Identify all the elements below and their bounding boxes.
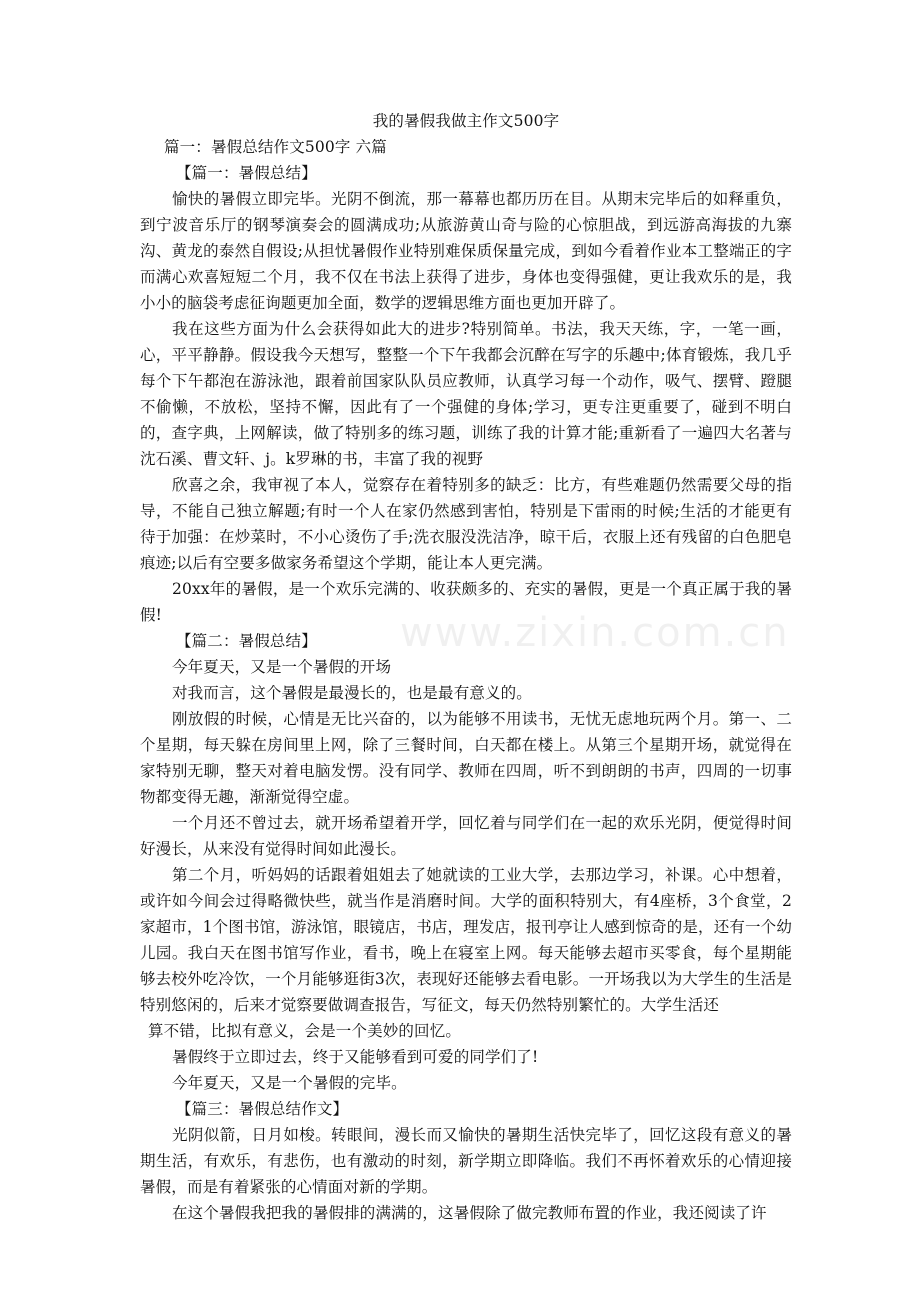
paragraph: 暑假终于立即过去，终于又能够看到可爱的同学们了! [172, 1048, 539, 1066]
paragraph: 第二个月，听妈妈的话跟着姐姐去了她就读的工业大学，去那边学习，补课。心中想着，或许如今间会过得略微快些，就当作是消磨时间。大学的面积特别大，有4座桥，3个食堂，2家超市，1个图书馆，游泳馆，眼镜店，书店，理发店，报刊亭让人感到惊奇的是，还有一个幼儿园。我白天在图书馆写作业，看书，晚上在寝室上网。每天能够去超市买零食，每个星期能够去校外吃冷饮，一个月能够逛街3次，表现好还能够去看电影。一开场我以为大学生的生活是特别悠闲的，后来才觉察要做调查报告，写征文，每天仍然特别繁忙的。大学生活还 [140, 866, 792, 1014]
paragraph: 对我而言，这个暑假是最漫长的，也是最有意义的。 [172, 684, 532, 702]
section-heading-1: 【篇一：暑假总结】 [176, 164, 317, 182]
paragraph: 今年夏天，又是一个暑假的完毕。 [172, 1074, 407, 1092]
paragraph: 一个月还不曾过去，就开场希望着开学，回忆着与同学们在一起的欢乐光阴，便觉得时间好漫长，从来没有觉得时间如此漫长。 [140, 814, 792, 858]
document-subtitle: 篇一：暑假总结作文500字 六篇 [164, 138, 387, 156]
paragraph: 欣喜之余，我审视了本人，觉察存在着特别多的缺乏：比方，有些难题仍然需要父母的指导，不能自己独立解题;有时一个人在家仍然感到害怕，特别是下雷雨的时候;生活的才能更有待于加强：在炒菜时，不小心烫伤了手;洗衣服没洗洁净，晾干后，衣服上还有残留的白色肥皂痕迹;以后有空要多做家务希望这个学期，能让本人更完满。 [140, 476, 792, 572]
section-heading-2: 【篇二：暑假总结】 [176, 632, 317, 650]
paragraph: 我在这些方面为什么会获得如此大的进步?特别简单。书法，我天天练，字，一笔一画，心，平平静静。假设我今天想写，整整一个下午我都会沉醉在写字的乐趣中;体育锻炼，我几乎每个下午都泡在游泳池，跟着前国家队队员应教师，认真学习每一个动作，吸气、摆臂、蹬腿不偷懒，不放松，坚持不懈，因此有了一个强健的身体;学习，更专注更重要了，碰到不明白的，查字典，上网解读，做了特别多的练习题，训练了我的计算才能;重新看了一遍四大名著与沈石溪、曹文轩、j。k罗琳的书，丰富了我的视野 [140, 320, 792, 468]
paragraph: 光阴似箭，日月如梭。转眼间，漫长而又愉快的暑期生活快完毕了，回忆这段有意义的暑期生活，有欢乐，有悲伤，也有激动的时刻，新学期立即降临。我们不再怀着欢乐的心情迎接暑假，而是有着紧张的心情面对新的学期。 [140, 1126, 792, 1196]
document-title: 我的暑假我做主作文500字 [372, 112, 560, 130]
paragraph: 在这个暑假我把我的暑假排的满满的，这暑假除了做完教师布置的作业，我还阅读了许 [172, 1204, 767, 1222]
watermark: www.zixin.com.cn [400, 610, 790, 656]
paragraph-continuation: 算不错，比拟有意义，会是一个美妙的回忆。 [148, 1022, 462, 1040]
document-page [140, 108, 792, 1226]
paragraph: 愉快的暑假立即完毕。光阴不倒流，那一幕幕也都历历在目。从期末完毕后的如释重负，到宁波音乐厅的钢琴演奏会的圆满成功;从旅游黄山奇与险的心惊胆战，到远游高海拔的九寨沟、黄龙的泰然自假设;从担忧暑假作业特别难保质保量完成，到如今看着作业本工整端正的字而满心欢喜短短二个月，我不仅在书法上获得了进步，身体也变得强健，更让我欢乐的是，我小小的脑袋考虑征询题更加全面，数学的逻辑思维方面也更加开辟了。 [140, 190, 792, 312]
paragraph: 今年夏天，又是一个暑假的开场 [172, 658, 392, 676]
paragraph: 20xx年的暑假，是一个欢乐完满的、收获颇多的、充实的暑假，更是一个真正属于我的暑假! [140, 580, 792, 624]
section-heading-3: 【篇三：暑假总结作文】 [176, 1100, 349, 1118]
paragraph: 刚放假的时候，心情是无比兴奋的，以为能够不用读书，无忧无虑地玩两个月。第一、二个星期，每天躲在房间里上网，除了三餐时间，白天都在楼上。从第三个星期开场，就觉得在家特别无聊，整天对着电脑发愣。没有同学、教师在四周，听不到朗朗的书声，四周的一切事物都变得无趣，渐渐觉得空虚。 [140, 710, 792, 806]
